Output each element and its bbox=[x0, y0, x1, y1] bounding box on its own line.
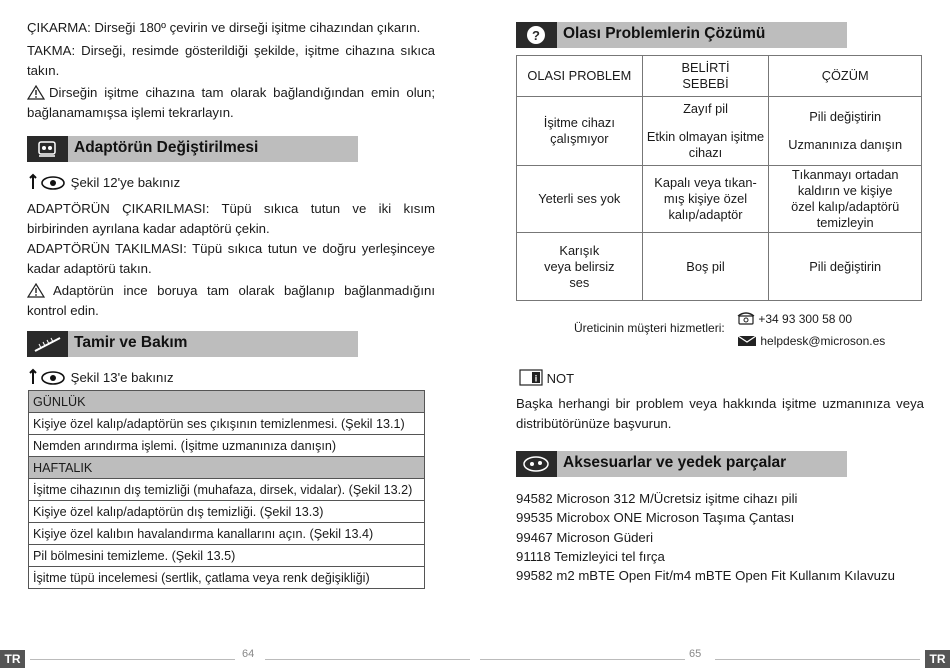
maintenance-cell: Kişiye özel kalıbın havalandırma kanallarını açın. (Şekil 13.4) bbox=[29, 523, 425, 545]
adapter-section-title: Adaptörün Değiştirilmesi bbox=[74, 139, 259, 156]
problems-section-title: Olası Problemlerin Çözümü bbox=[563, 25, 766, 42]
repair-section-title: Tamir ve Bakım bbox=[74, 334, 188, 351]
problems-column-header: ÇÖZÜM bbox=[769, 56, 922, 97]
problem-row bbox=[517, 166, 922, 233]
adapter-figure-ref bbox=[27, 173, 180, 192]
solution-text: Pili değiştirin bbox=[809, 109, 882, 124]
problems-column-header: BELİRTİ SEBEBİ bbox=[642, 56, 769, 97]
cause-cell bbox=[642, 97, 769, 166]
maintenance-group-row bbox=[29, 457, 425, 479]
phone-line bbox=[737, 311, 852, 326]
footer-rule bbox=[265, 659, 470, 660]
problem-cell: Yeterli ses yok bbox=[517, 166, 643, 233]
page-number: 65 bbox=[689, 648, 702, 660]
repair-ref-text: Şekil 13'e bakınız bbox=[70, 370, 174, 385]
maintenance-cell: Kişiye özel kalıp/adaptörün ses çıkışının temizlenmesi. (Şekil 13.1) bbox=[29, 413, 425, 435]
footer-rule bbox=[30, 659, 235, 660]
problem-cell: Karışık veya belirsiz ses bbox=[517, 233, 643, 301]
maintenance-cell: GÜNLÜK bbox=[29, 391, 425, 413]
maintenance-cell: HAFTALIK bbox=[29, 457, 425, 479]
adapter-attach-text: ADAPTÖRÜN TAKILMASI: Tüpü sıkıca tutun ve doğru yerleşinceye kadar adaptörü takın. bbox=[27, 241, 435, 276]
problem-row bbox=[517, 233, 922, 301]
page-number: 64 bbox=[242, 648, 255, 660]
accessory-item: 99582 m2 mBTE Open Fit/m4 mBTE Open Fit Kullanım Kılavuzu bbox=[516, 568, 895, 584]
maintenance-cell: İşitme tüpü incelemesi (sertlik, çatlama veya renk değişikliği) bbox=[29, 567, 425, 589]
maintenance-cell: Kişiye özel kalıp/adaptörün dış temizliği. (Şekil 13.3) bbox=[29, 501, 425, 523]
maintenance-row bbox=[29, 413, 425, 435]
cause-cell bbox=[642, 233, 769, 301]
footer-rule bbox=[715, 659, 920, 660]
problems-table bbox=[516, 55, 922, 301]
solution-text: Pili değiştirin bbox=[809, 258, 882, 274]
solution-cell bbox=[769, 97, 922, 166]
cause-text: Zayıf pil bbox=[683, 101, 728, 116]
removal-text: ÇIKARMA: Dirseği 180º çevirin ve dirseği işitme cihazından çıkarın. bbox=[27, 20, 421, 35]
accessory-item: 91118 Temizleyici tel fırça bbox=[516, 548, 665, 564]
maintenance-table bbox=[28, 390, 425, 589]
see-figure-icon bbox=[27, 173, 67, 191]
footer-rule bbox=[480, 659, 685, 660]
accessory-item: 99535 Microbox ONE Microson Taşıma Çantası bbox=[516, 510, 795, 526]
phone-number: +34 93 300 58 00 bbox=[758, 312, 853, 326]
adapter-ref-text: Şekil 12'ye bakınız bbox=[70, 175, 181, 190]
language-badge: TR bbox=[0, 650, 25, 668]
note-label: NOT bbox=[546, 371, 575, 386]
language-badge: TR bbox=[925, 650, 950, 668]
accessory-item: 99467 Microson Güderi bbox=[516, 529, 654, 545]
maintenance-row bbox=[29, 435, 425, 457]
solution-text: Tıkanmayı ortadan kaldırın ve kişiye özel kalıp/adaptörü temizleyin bbox=[791, 167, 900, 230]
right-page bbox=[475, 0, 950, 668]
solution-cell bbox=[769, 233, 922, 301]
service-label: Üreticinin müşteri hizmetleri: bbox=[574, 321, 725, 335]
maintenance-cell: İşitme cihazının dış temizliği (muhafaza, dirsek, vidalar). (Şekil 13.2) bbox=[29, 479, 425, 501]
solution-cell bbox=[769, 166, 922, 233]
cause-cell bbox=[642, 166, 769, 233]
cause-text: Kapalı veya tıkan- mış kişiye özel kalıp/adaptör bbox=[654, 175, 757, 222]
problem-row bbox=[517, 97, 922, 166]
problems-header-row bbox=[517, 56, 922, 97]
cause-text: Boş pil bbox=[686, 258, 725, 274]
mail-icon bbox=[737, 333, 757, 347]
maintenance-row bbox=[29, 567, 425, 589]
note-text: Başka herhangi bir problem veya hakkında işitme uzmanınıza veya distribütörünüze başvurun. bbox=[516, 396, 924, 431]
email-address: helpdesk@microson.es bbox=[760, 334, 886, 348]
repair-figure-ref bbox=[27, 368, 174, 387]
accessories-section-title: Aksesuarlar ve yedek parçalar bbox=[563, 454, 787, 471]
phone-icon bbox=[737, 311, 755, 325]
problems-section-header bbox=[516, 22, 847, 48]
svg-text:i: i bbox=[534, 373, 538, 384]
repair-section-header bbox=[27, 331, 358, 357]
question-icon bbox=[516, 22, 557, 48]
accessories-section-header bbox=[516, 451, 847, 477]
note-heading bbox=[519, 369, 574, 386]
maintenance-row bbox=[29, 545, 425, 567]
adapter-icon bbox=[27, 136, 68, 162]
maintenance-group-row bbox=[29, 391, 425, 413]
adapter-section-header bbox=[27, 136, 358, 162]
warning-text-1: Dirseğin işitme cihazına tam olarak bağlandığından emin olun; bağlanamamışsa işlemi tekrarlayın. bbox=[27, 85, 435, 120]
maintenance-cell: Pil bölmesini temizleme. (Şekil 13.5) bbox=[29, 545, 425, 567]
brush-icon bbox=[27, 331, 68, 357]
info-book-icon bbox=[519, 369, 543, 386]
attach-text: TAKMA: Dirseği, resimde gösterildiği şekilde, işitme cihazına sıkıca takın. bbox=[27, 43, 435, 78]
email-line bbox=[737, 333, 885, 348]
maintenance-row bbox=[29, 523, 425, 545]
svg-text:?: ? bbox=[532, 28, 540, 43]
see-figure-icon bbox=[27, 368, 67, 386]
problem-cell: İşitme cihazı çalışmıyor bbox=[517, 97, 643, 166]
maintenance-row bbox=[29, 501, 425, 523]
maintenance-cell: Nemden arındırma işlemi. (İşitme uzmanınıza danışın) bbox=[29, 435, 425, 457]
accessory-item: 94582 Microson 312 M/Ücretsiz işitme cihazı pili bbox=[516, 491, 798, 506]
maintenance-row bbox=[29, 479, 425, 501]
solution-text: Uzmanınıza danışın bbox=[788, 137, 903, 152]
accessories-icon bbox=[516, 451, 557, 477]
warning-text-2: Adaptörün ince boruya tam olarak bağlanıp bağlanmadığını kontrol edin. bbox=[27, 283, 435, 318]
cause-text: Etkin olmayan işitme cihazı bbox=[646, 129, 765, 160]
problems-column-header: OLASI PROBLEM bbox=[517, 56, 643, 97]
adapter-removal-text: ADAPTÖRÜN ÇIKARILMASI: Tüpü sıkıca tutun ve iki kısım birbirinden ayrılana kadar adaptörü çekin. bbox=[27, 201, 435, 236]
accessories-list bbox=[516, 489, 895, 585]
